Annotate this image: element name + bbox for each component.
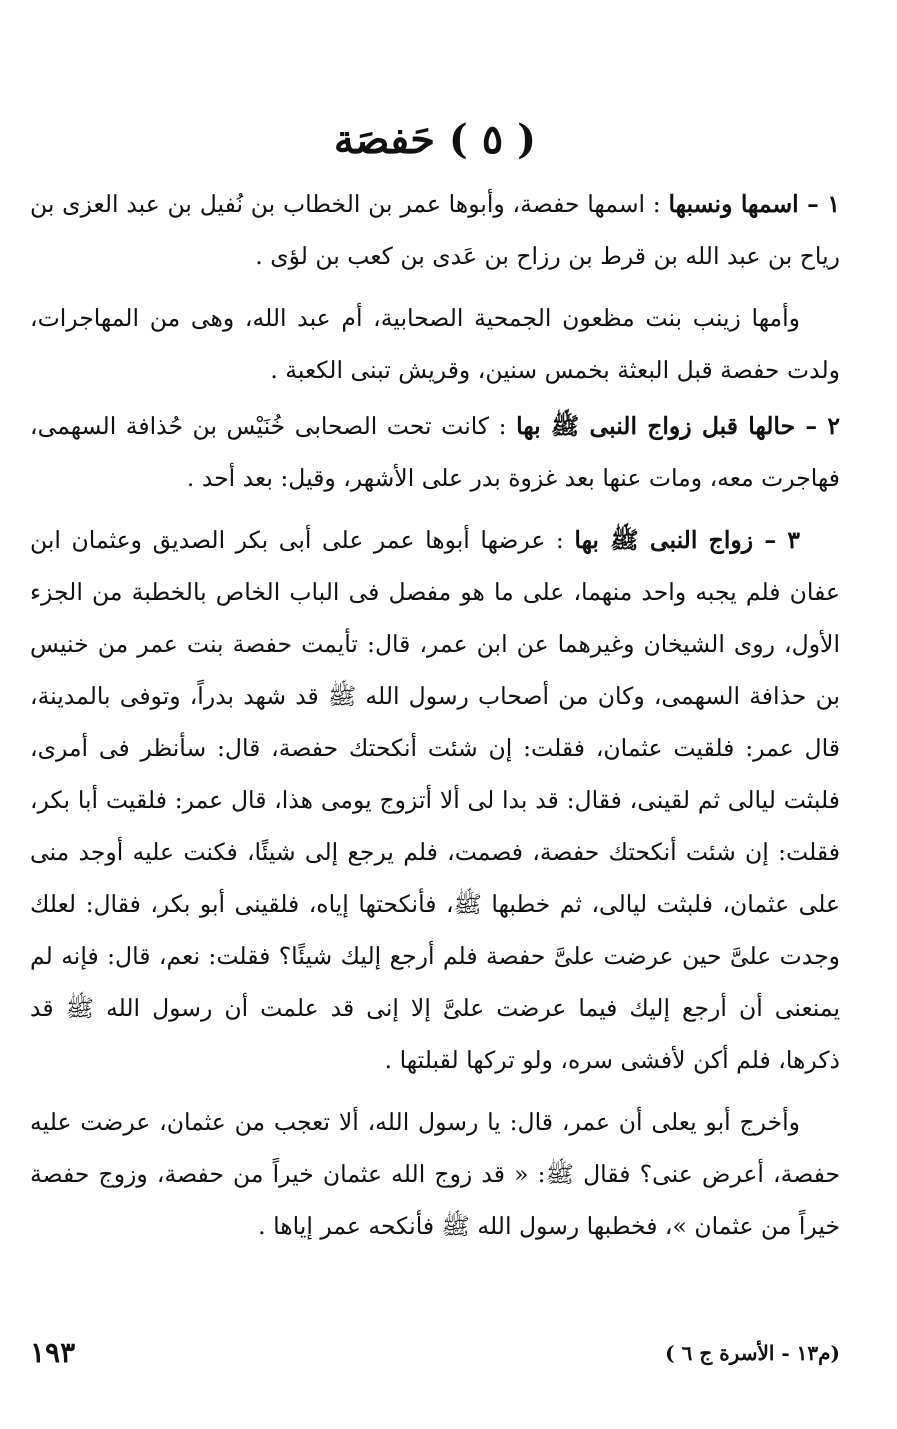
section-heading: ١ – اسمها ونسبها: [668, 190, 840, 218]
section-mother: [30, 292, 840, 396]
page-footer: [30, 1336, 840, 1369]
page-number: ١٩٣: [30, 1336, 76, 1369]
section-text: : كانت تحت الصحابى خُنَيْس بن حُذافة السهمى، فهاجرت معه، ومات عنها بعد غزوة بدر على الأشهر، وقيل: بعد أحد .: [30, 412, 840, 492]
section-heading: ٢ – حالها قبل زواج النبى ﷺ بها: [516, 412, 840, 440]
section-name-lineage: [30, 178, 840, 282]
section-text: : اسمها حفصة، وأبوها عمر بن الخطاب بن نُفيل بن عبد العزى بن رياح بن عبد الله بن قرط بن رزاح بن عَدى بن كعب بن لؤى .: [30, 190, 840, 270]
document-page: [30, 110, 840, 1256]
page-title: ( ٥ ) حَفصَة: [333, 116, 537, 163]
section-before-marriage: [30, 400, 840, 504]
section-marriage: [30, 514, 840, 1086]
footnote-reference: (م١٣ - الأسرة ج ٦ ): [665, 1340, 840, 1365]
section-text: وأخرج أبو يعلى أن عمر، قال: يا رسول الله، ألا تعجب من عثمان، عرضت عليه حفصة، أعرض عنى؟ فقال ﷺ: « قد زوج الله عثمان خيراً من حفصة، وزوج حفصة خيراً من عثمان »، فخطبها رسول الله ﷺ فأنكحه عمر إياها .: [30, 1108, 840, 1240]
section-heading: ٣ – زواج النبى ﷺ بها: [574, 526, 800, 554]
section-abu-yala: [30, 1096, 840, 1252]
section-text: : عرضها أبوها عمر على أبى بكر الصديق وعثمان ابن عفان فلم يجبه واحد منهما، على ما هو مفصل فى الباب الخاص بالخطبة من الجزء الأول، روى الشيخان وغيرهما عن ابن عمر، قال: تأيمت حفصة بنت عمر من خنيس بن حذافة السهمى، وكان من أصحاب رسول الله ﷺ قد شهد بدراً، وتوفى بالمدينة، قال عمر: فلقيت عثمان، فقلت: إن شئت أنكحتك حفصة، قال: سأنظر فى أمرى، فلبثت ليالى ثم لقينى، فقال: قد بدا لى ألا أتزوج يومى هذا، قال عمر: فلقيت أبا بكر، فقلت: إن شئت أنكحتك حفصة، فصمت، فلم يرجع إلى شيئًا، فكنت عليه أوجد منى على عثمان، فلبثت ليالى، ثم خطبها ﷺ، فأنكحتها إياه، فلقينى أبو بكر، فقال: لعلك وجدت علىَّ حين عرضت علىَّ حفصة فلم أرجع إليك شيئًا؟ فقلت: نعم، قال: فإنه لم يمنعنى أن أرجع إليك فيما عرضت علىَّ إلا إنى قد علمت أن رسول الله ﷺ قد ذكرها، فلم أكن لأفشى سره، ولو تركها لقبلتها .: [30, 526, 840, 1074]
section-text: وأمها زينب بنت مظعون الجمحية الصحابية، أم عبد الله، وهى من المهاجرات، ولدت حفصة قبل البعثة بخمس سنين، وقريش تبنى الكعبة .: [30, 304, 840, 384]
